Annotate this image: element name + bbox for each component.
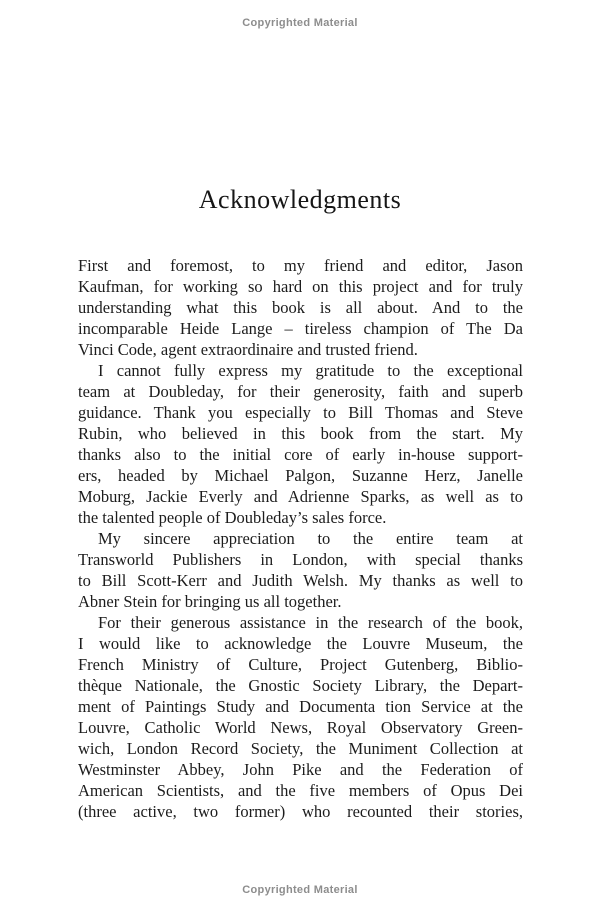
- text-line: incomparable Heide Lange – tireless champion of The Da: [78, 319, 523, 338]
- text-line: the talented people of Doubleday’s sales force.: [78, 508, 387, 527]
- text-line: I cannot fully express my gratitude to the exceptional: [98, 361, 523, 380]
- paragraph: [78, 360, 523, 528]
- paragraph: [78, 255, 523, 360]
- text-line: Kaufman, for working so hard on this project and for truly: [78, 277, 523, 296]
- text-line: My sincere appreciation to the entire team at: [98, 529, 523, 548]
- text-line: American Scientists, and the five members of Opus Dei: [78, 781, 523, 800]
- body-text: [78, 255, 523, 822]
- paragraph: [78, 612, 523, 822]
- copyright-watermark-top: Copyrighted Material: [242, 17, 358, 29]
- copyright-watermark-bottom: Copyrighted Material: [242, 884, 358, 896]
- text-line: team at Doubleday, for their generosity, faith and superb: [78, 382, 523, 401]
- text-line: First and foremost, to my friend and editor, Jason: [78, 256, 523, 275]
- page-title: Acknowledgments: [198, 185, 402, 214]
- text-line: For their generous assistance in the research of the book,: [98, 613, 523, 632]
- text-line: Abner Stein for bringing us all together.: [78, 592, 342, 611]
- text-line: Transworld Publishers in London, with special thanks: [78, 550, 523, 569]
- paragraph: [78, 528, 523, 612]
- text-line: ers, headed by Michael Palgon, Suzanne Herz, Janelle: [78, 466, 523, 485]
- text-line: Moburg, Jackie Everly and Adrienne Sparks, as well as to: [78, 487, 523, 506]
- text-line: understanding what this book is all about. And to the: [78, 298, 523, 317]
- text-line: ment of Paintings Study and Documenta tion Service at the: [78, 697, 523, 716]
- text-line: to Bill Scott-Kerr and Judith Welsh. My thanks as well to: [78, 571, 523, 590]
- text-line: Rubin, who believed in this book from the start. My: [78, 424, 523, 443]
- text-line: guidance. Thank you especially to Bill Thomas and Steve: [78, 403, 523, 422]
- text-line: wich, London Record Society, the Muniment Collection at: [78, 739, 523, 758]
- text-line: Vinci Code, agent extraordinaire and trusted friend.: [78, 340, 418, 359]
- text-line: Louvre, Catholic World News, Royal Observatory Green-: [78, 718, 523, 737]
- text-line: thèque Nationale, the Gnostic Society Library, the Depart-: [78, 676, 523, 695]
- text-line: I would like to acknowledge the Louvre Museum, the: [78, 634, 523, 653]
- text-line: thanks also to the initial core of early in-house support-: [78, 445, 523, 464]
- text-line: French Ministry of Culture, Project Gutenberg, Biblio-: [78, 655, 523, 674]
- text-line: Westminster Abbey, John Pike and the Federation of: [78, 760, 523, 779]
- text-line: (three active, two former) who recounted their stories,: [78, 802, 523, 821]
